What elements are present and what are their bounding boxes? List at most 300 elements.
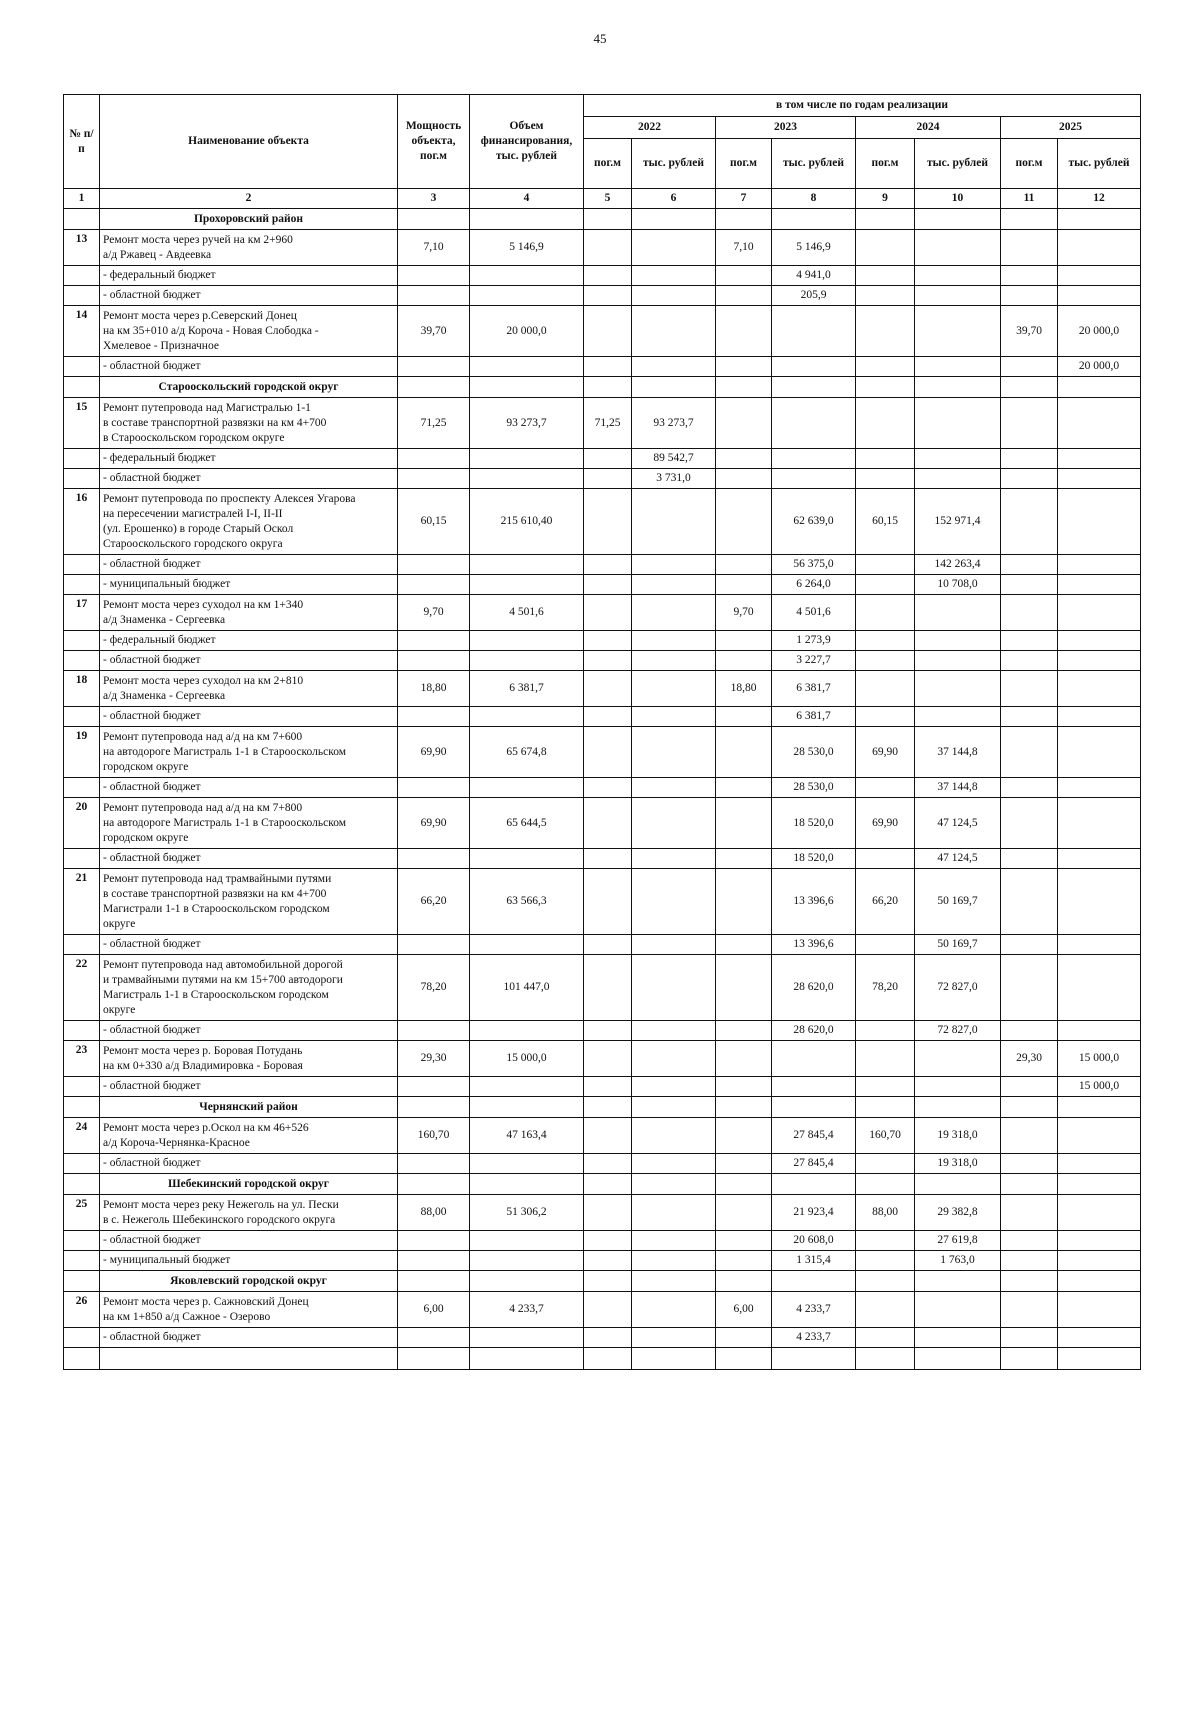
- value-cell: [584, 357, 632, 377]
- section-name: Старооскольский городской округ: [100, 377, 398, 398]
- value-cell: 20 000,0: [470, 306, 584, 357]
- budget-row: [64, 778, 1141, 798]
- value-cell: [915, 230, 1001, 266]
- value-cell: 50 169,7: [915, 935, 1001, 955]
- value-cell: [584, 1154, 632, 1174]
- object-name-line: Ремонт путепровода над Магистралью 1-1: [103, 401, 311, 414]
- num-cell: [64, 286, 100, 306]
- value-cell: [632, 1118, 716, 1154]
- value-cell: [398, 1154, 470, 1174]
- value-cell: 37 144,8: [915, 778, 1001, 798]
- value-cell: 4 233,7: [772, 1292, 856, 1328]
- column-index: 10: [915, 189, 1001, 209]
- value-cell: [632, 869, 716, 935]
- value-cell: [584, 575, 632, 595]
- value-cell: [632, 778, 716, 798]
- value-cell: [584, 286, 632, 306]
- value-cell: 1 315,4: [772, 1251, 856, 1271]
- value-cell: 7,10: [398, 230, 470, 266]
- value-cell: [584, 1021, 632, 1041]
- column-index: 5: [584, 189, 632, 209]
- value-cell: 10 708,0: [915, 575, 1001, 595]
- value-cell: 20 000,0: [1058, 306, 1141, 357]
- object-name: [100, 1118, 398, 1154]
- column-index: 2: [100, 189, 398, 209]
- row-number: 17: [64, 595, 100, 631]
- value-cell: [856, 631, 915, 651]
- value-cell: 215 610,40: [470, 489, 584, 555]
- value-cell: [632, 955, 716, 1021]
- value-cell: [1058, 230, 1141, 266]
- value-cell: [716, 306, 772, 357]
- column-index: 6: [632, 189, 716, 209]
- value-cell: [398, 935, 470, 955]
- value-cell: [470, 357, 584, 377]
- value-cell: [1058, 671, 1141, 707]
- budget-row: [64, 469, 1141, 489]
- value-cell: [584, 651, 632, 671]
- value-cell: [470, 651, 584, 671]
- value-cell: [1001, 631, 1058, 651]
- value-cell: [398, 555, 470, 575]
- empty-cell: [1058, 1348, 1141, 1370]
- value-cell: [915, 1097, 1001, 1118]
- value-cell: 19 318,0: [915, 1154, 1001, 1174]
- value-cell: [856, 209, 915, 230]
- value-cell: 6 264,0: [772, 575, 856, 595]
- value-cell: [716, 935, 772, 955]
- value-cell: [1058, 286, 1141, 306]
- object-name: [100, 798, 398, 849]
- value-cell: [632, 935, 716, 955]
- object-name-line: Ремонт моста через суходол на км 2+810: [103, 674, 304, 687]
- value-cell: [470, 935, 584, 955]
- value-cell: 20 608,0: [772, 1231, 856, 1251]
- budget-row: [64, 935, 1141, 955]
- value-cell: [856, 555, 915, 575]
- value-cell: 9,70: [716, 595, 772, 631]
- header-year-2025: 2025: [1001, 117, 1141, 139]
- value-cell: [1001, 230, 1058, 266]
- value-cell: 1 763,0: [915, 1251, 1001, 1271]
- value-cell: [584, 1292, 632, 1328]
- value-cell: [1001, 1154, 1058, 1174]
- column-index: 4: [470, 189, 584, 209]
- value-cell: 21 923,4: [772, 1195, 856, 1231]
- value-cell: 6,00: [716, 1292, 772, 1328]
- value-cell: 29 382,8: [915, 1195, 1001, 1231]
- value-cell: [470, 266, 584, 286]
- section-name: Чернянский район: [100, 1097, 398, 1118]
- value-cell: [470, 209, 584, 230]
- budget-name: - областной бюджет: [100, 1231, 398, 1251]
- value-cell: [398, 1271, 470, 1292]
- value-cell: 78,20: [856, 955, 915, 1021]
- value-cell: [584, 671, 632, 707]
- value-cell: [716, 469, 772, 489]
- budget-name: - областной бюджет: [100, 1328, 398, 1348]
- object-row: [64, 671, 1141, 707]
- value-cell: 69,90: [856, 727, 915, 778]
- value-cell: 27 619,8: [915, 1231, 1001, 1251]
- value-cell: 7,10: [716, 230, 772, 266]
- value-cell: [584, 1328, 632, 1348]
- value-cell: [398, 1077, 470, 1097]
- value-cell: 69,90: [398, 798, 470, 849]
- value-cell: [470, 1077, 584, 1097]
- value-cell: [632, 489, 716, 555]
- header-years-group: в том числе по годам реализации: [584, 95, 1141, 117]
- value-cell: [398, 849, 470, 869]
- value-cell: [915, 651, 1001, 671]
- value-cell: [1058, 449, 1141, 469]
- value-cell: [856, 357, 915, 377]
- empty-cell: [856, 1348, 915, 1370]
- budget-row: [64, 555, 1141, 575]
- value-cell: [1001, 651, 1058, 671]
- value-cell: [1001, 489, 1058, 555]
- value-cell: 6 381,7: [772, 671, 856, 707]
- object-row: [64, 869, 1141, 935]
- value-cell: [632, 286, 716, 306]
- value-cell: 6 381,7: [772, 707, 856, 727]
- budget-name: - областной бюджет: [100, 1154, 398, 1174]
- value-cell: [632, 727, 716, 778]
- value-cell: [398, 651, 470, 671]
- value-cell: 27 845,4: [772, 1154, 856, 1174]
- budget-row: [64, 575, 1141, 595]
- num-cell: [64, 631, 100, 651]
- value-cell: [1001, 398, 1058, 449]
- budget-row: [64, 1231, 1141, 1251]
- budget-name: - областной бюджет: [100, 651, 398, 671]
- value-cell: [1058, 707, 1141, 727]
- value-cell: [1001, 449, 1058, 469]
- value-cell: [856, 1271, 915, 1292]
- row-number: 16: [64, 489, 100, 555]
- value-cell: 6,00: [398, 1292, 470, 1328]
- index-row: [64, 189, 1141, 209]
- object-row: [64, 1118, 1141, 1154]
- header-unit-rub: тыс. рублей: [632, 139, 716, 189]
- value-cell: [1001, 1021, 1058, 1041]
- value-cell: [716, 1118, 772, 1154]
- value-cell: [1001, 727, 1058, 778]
- value-cell: [584, 1271, 632, 1292]
- budget-name: - областной бюджет: [100, 286, 398, 306]
- column-index: 3: [398, 189, 470, 209]
- value-cell: [772, 1097, 856, 1118]
- value-cell: [470, 1271, 584, 1292]
- value-cell: [632, 230, 716, 266]
- value-cell: 29,30: [1001, 1041, 1058, 1077]
- value-cell: [716, 266, 772, 286]
- object-name-line: и трамвайными путями на км 15+700 автодороги: [103, 973, 343, 986]
- num-cell: [64, 575, 100, 595]
- value-cell: 160,70: [398, 1118, 470, 1154]
- value-cell: [772, 1041, 856, 1077]
- object-name-line: Магистраль 1-1 в Старооскольском городском: [103, 988, 329, 1001]
- value-cell: [716, 377, 772, 398]
- value-cell: 4 501,6: [772, 595, 856, 631]
- empty-cell: [772, 1348, 856, 1370]
- value-cell: [915, 631, 1001, 651]
- value-cell: [1001, 377, 1058, 398]
- value-cell: 5 146,9: [470, 230, 584, 266]
- value-cell: 93 273,7: [470, 398, 584, 449]
- object-name-line: Ремонт моста через р. Боровая Потудань: [103, 1044, 303, 1057]
- value-cell: [584, 1195, 632, 1231]
- value-cell: [1001, 1195, 1058, 1231]
- value-cell: 160,70: [856, 1118, 915, 1154]
- header-volume: Объем финансирования, тыс. рублей: [470, 95, 584, 189]
- num-cell: [64, 555, 100, 575]
- object-name-line: на км 35+010 а/д Короча - Новая Слободка -: [103, 324, 319, 337]
- value-cell: [856, 1077, 915, 1097]
- value-cell: [1001, 869, 1058, 935]
- value-cell: [1001, 1292, 1058, 1328]
- value-cell: 93 273,7: [632, 398, 716, 449]
- value-cell: [1001, 935, 1058, 955]
- value-cell: [915, 449, 1001, 469]
- object-name: [100, 727, 398, 778]
- value-cell: [856, 1174, 915, 1195]
- value-cell: [632, 1231, 716, 1251]
- budget-row: [64, 1251, 1141, 1271]
- value-cell: [632, 306, 716, 357]
- row-number: 13: [64, 230, 100, 266]
- value-cell: 15 000,0: [470, 1041, 584, 1077]
- value-cell: [716, 631, 772, 651]
- budget-name: - федеральный бюджет: [100, 449, 398, 469]
- budget-name: - областной бюджет: [100, 849, 398, 869]
- object-name: [100, 398, 398, 449]
- value-cell: [716, 1251, 772, 1271]
- object-name-line: а/д Короча-Чернянка-Красное: [103, 1136, 250, 1149]
- object-name-line: Ремонт моста через суходол на км 1+340: [103, 598, 304, 611]
- value-cell: 60,15: [856, 489, 915, 555]
- value-cell: [772, 209, 856, 230]
- object-name-line: на км 1+850 а/д Сажное - Озерово: [103, 1310, 271, 1323]
- value-cell: 18 520,0: [772, 798, 856, 849]
- value-cell: [584, 1097, 632, 1118]
- num-cell: [64, 849, 100, 869]
- value-cell: [1001, 1077, 1058, 1097]
- value-cell: 39,70: [398, 306, 470, 357]
- value-cell: [1001, 357, 1058, 377]
- num-cell: [64, 1154, 100, 1174]
- object-name: [100, 955, 398, 1021]
- value-cell: 4 233,7: [772, 1328, 856, 1348]
- empty-cell: [470, 1348, 584, 1370]
- row-number: 15: [64, 398, 100, 449]
- value-cell: [470, 1231, 584, 1251]
- value-cell: [716, 778, 772, 798]
- value-cell: 4 501,6: [470, 595, 584, 631]
- value-cell: [398, 1231, 470, 1251]
- value-cell: [1001, 1097, 1058, 1118]
- value-cell: [772, 449, 856, 469]
- row-number: 24: [64, 1118, 100, 1154]
- object-name-line: а/д Знаменка - Сергеевка: [103, 689, 226, 702]
- num-cell: [64, 266, 100, 286]
- value-cell: 15 000,0: [1058, 1077, 1141, 1097]
- value-cell: 4 233,7: [470, 1292, 584, 1328]
- object-row: [64, 398, 1141, 449]
- value-cell: [1058, 377, 1141, 398]
- value-cell: [470, 1021, 584, 1041]
- object-row: [64, 595, 1141, 631]
- value-cell: [632, 1328, 716, 1348]
- value-cell: [856, 377, 915, 398]
- budget-name: - областной бюджет: [100, 469, 398, 489]
- value-cell: 1 273,9: [772, 631, 856, 651]
- value-cell: [470, 377, 584, 398]
- value-cell: [470, 1097, 584, 1118]
- value-cell: [716, 575, 772, 595]
- value-cell: [632, 595, 716, 631]
- object-name-line: а/д Знаменка - Сергеевка: [103, 613, 226, 626]
- row-number: 20: [64, 798, 100, 849]
- page-number: 45: [593, 31, 607, 46]
- value-cell: [584, 798, 632, 849]
- value-cell: 78,20: [398, 955, 470, 1021]
- budget-row: [64, 707, 1141, 727]
- object-row: [64, 1292, 1141, 1328]
- value-cell: 71,25: [398, 398, 470, 449]
- empty-cell: [716, 1348, 772, 1370]
- object-name-line: Старооскольского городского округа: [103, 537, 283, 550]
- value-cell: [716, 209, 772, 230]
- object-name: [100, 869, 398, 935]
- object-name: [100, 671, 398, 707]
- value-cell: [915, 306, 1001, 357]
- value-cell: [584, 1174, 632, 1195]
- value-cell: 18,80: [716, 671, 772, 707]
- value-cell: [716, 1174, 772, 1195]
- value-cell: [856, 286, 915, 306]
- value-cell: [398, 469, 470, 489]
- header-year-2023: 2023: [716, 117, 856, 139]
- value-cell: [772, 1174, 856, 1195]
- value-cell: [915, 1328, 1001, 1348]
- value-cell: [584, 489, 632, 555]
- value-cell: [1001, 671, 1058, 707]
- value-cell: [398, 377, 470, 398]
- value-cell: [915, 209, 1001, 230]
- value-cell: [632, 377, 716, 398]
- value-cell: [632, 555, 716, 575]
- value-cell: 205,9: [772, 286, 856, 306]
- value-cell: 27 845,4: [772, 1118, 856, 1154]
- financing-table: [63, 94, 1141, 1370]
- value-cell: [1058, 1154, 1141, 1174]
- value-cell: [716, 727, 772, 778]
- empty-cell: [1001, 1348, 1058, 1370]
- object-name: [100, 306, 398, 357]
- value-cell: 62 639,0: [772, 489, 856, 555]
- value-cell: [915, 1077, 1001, 1097]
- num-cell: [64, 209, 100, 230]
- value-cell: [1001, 707, 1058, 727]
- value-cell: [915, 1292, 1001, 1328]
- object-name: [100, 230, 398, 266]
- object-name-line: городском округе: [103, 831, 189, 844]
- value-cell: 18,80: [398, 671, 470, 707]
- budget-row: [64, 1328, 1141, 1348]
- value-cell: [584, 1231, 632, 1251]
- value-cell: [1058, 631, 1141, 651]
- object-name-line: Ремонт моста через ручей на км 2+960: [103, 233, 293, 246]
- table-body: [64, 209, 1141, 1370]
- header-unit-rub: тыс. рублей: [772, 139, 856, 189]
- value-cell: [470, 1154, 584, 1174]
- column-index: 8: [772, 189, 856, 209]
- value-cell: [632, 209, 716, 230]
- value-cell: [584, 1251, 632, 1271]
- budget-name: - областной бюджет: [100, 1021, 398, 1041]
- row-number: 18: [64, 671, 100, 707]
- value-cell: 66,20: [398, 869, 470, 935]
- value-cell: [856, 778, 915, 798]
- value-cell: 19 318,0: [915, 1118, 1001, 1154]
- object-name-line: округе: [103, 917, 136, 930]
- value-cell: 20 000,0: [1058, 357, 1141, 377]
- budget-row: [64, 286, 1141, 306]
- value-cell: [716, 1231, 772, 1251]
- value-cell: [856, 651, 915, 671]
- value-cell: [1001, 955, 1058, 1021]
- value-cell: [632, 1271, 716, 1292]
- budget-row: [64, 357, 1141, 377]
- header-unit-m: пог.м: [856, 139, 915, 189]
- value-cell: [584, 631, 632, 651]
- object-name: [100, 1292, 398, 1328]
- value-cell: [1058, 1292, 1141, 1328]
- value-cell: [584, 555, 632, 575]
- header-unit-rub: тыс. рублей: [1058, 139, 1141, 189]
- value-cell: [470, 1174, 584, 1195]
- num-cell: [64, 357, 100, 377]
- value-cell: [856, 1328, 915, 1348]
- budget-name: - областной бюджет: [100, 935, 398, 955]
- value-cell: 28 620,0: [772, 1021, 856, 1041]
- object-name-line: Ремонт моста через реку Нежеголь на ул. Пески: [103, 1198, 339, 1211]
- value-cell: [1001, 778, 1058, 798]
- value-cell: [584, 469, 632, 489]
- value-cell: [470, 449, 584, 469]
- object-name-line: Ремонт путепровода над а/д на км 7+600: [103, 730, 303, 743]
- value-cell: [856, 1154, 915, 1174]
- object-name-line: Ремонт путепровода над трамвайными путями: [103, 872, 332, 885]
- section-row: [64, 1097, 1141, 1118]
- row-number: 22: [64, 955, 100, 1021]
- num-cell: [64, 707, 100, 727]
- row-number: 14: [64, 306, 100, 357]
- row-number: 26: [64, 1292, 100, 1328]
- value-cell: [716, 1271, 772, 1292]
- column-index: 12: [1058, 189, 1141, 209]
- value-cell: 63 566,3: [470, 869, 584, 935]
- budget-name: - областной бюджет: [100, 707, 398, 727]
- value-cell: [632, 1195, 716, 1231]
- object-name: [100, 1195, 398, 1231]
- value-cell: [915, 1174, 1001, 1195]
- value-cell: [632, 1292, 716, 1328]
- value-cell: 18 520,0: [772, 849, 856, 869]
- value-cell: [772, 306, 856, 357]
- object-name-line: на автодороге Магистраль 1-1 в Старооскольском: [103, 816, 347, 829]
